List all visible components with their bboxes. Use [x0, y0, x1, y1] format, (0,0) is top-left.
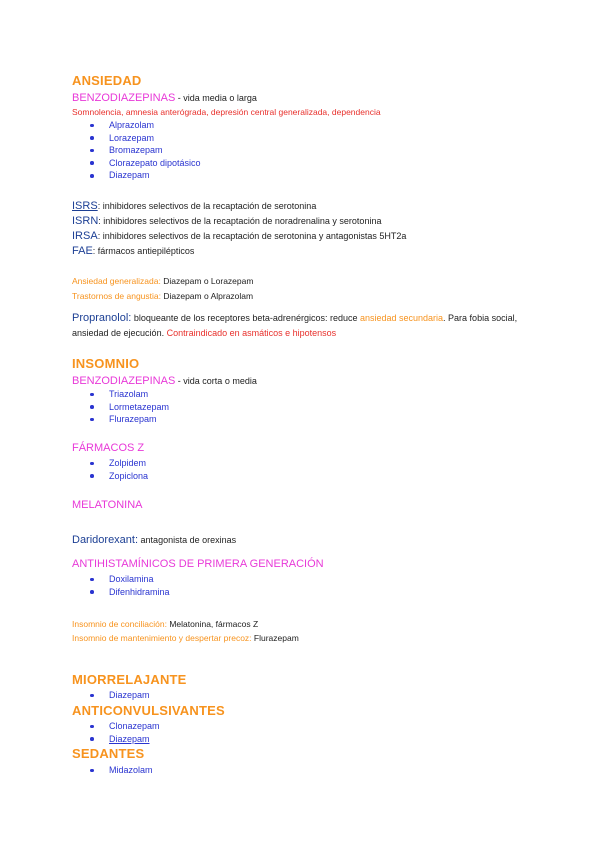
side-effects-text: Somnolencia, amnesia anterógrada, depresión central generalizada, dependencia	[72, 107, 381, 117]
indication-value: Flurazepam	[251, 633, 299, 643]
indication-label: Ansiedad generalizada:	[72, 276, 161, 286]
ansiedad-benzo-list	[72, 119, 201, 182]
abbr-desc: : fármacos antiepilépticos	[92, 246, 195, 256]
list-item: Zopiclona	[72, 470, 148, 483]
benzo-heading-ansiedad	[72, 92, 257, 104]
abbr-fae: FAE	[72, 245, 93, 257]
indication-trastornos-angustia	[72, 286, 253, 304]
abbr-isrn: ISRN	[72, 215, 99, 227]
list-item: Zolpidem	[72, 457, 148, 470]
propranolol-desc: bloqueante de los receptores beta-adrenérgicos: reduce	[131, 313, 360, 323]
miorrelajante-list	[72, 689, 150, 702]
sedantes-list	[72, 764, 153, 777]
propranolol-contraindication: Contraindicado en asmáticos e hipotensos	[166, 328, 337, 338]
propranolol-highlight: ansiedad secundaria	[359, 313, 444, 323]
propranolol-name: Propranolol:	[72, 312, 132, 324]
indication-value: Diazepam o Lorazepam	[160, 276, 254, 286]
indication-value: Diazepam o Alprazolam	[160, 291, 254, 301]
list-item: Lorazepam	[72, 132, 201, 145]
propranolol-desc-2: . Para fobia social, ansiedad de ejecución.	[72, 313, 518, 338]
benzo-heading-insomnio	[72, 375, 257, 387]
abbr-isrs[interactable]: ISRS	[72, 200, 98, 212]
list-item: Difenhidramina	[72, 586, 170, 599]
antihistaminicos-list	[72, 573, 170, 598]
abbr-line-fae	[72, 241, 194, 259]
list-item: Alprazolam	[72, 119, 201, 132]
list-item: Lormetazepam	[72, 401, 169, 414]
farmacos-z-list	[72, 457, 148, 482]
section-title-ansiedad: ANSIEDAD	[72, 73, 142, 88]
indication-label: Insomnio de mantenimiento y despertar precoz:	[72, 633, 252, 643]
propranolol-paragraph	[72, 311, 532, 341]
list-item: Clonazepam	[72, 720, 160, 733]
benzo-label: BENZODIAZEPINAS	[72, 375, 176, 387]
indication-value: Melatonina, fármacos Z	[166, 619, 259, 629]
list-item: Diazepam	[72, 689, 150, 702]
list-item: Clorazepato dipotásico	[72, 157, 201, 170]
list-item: Bromazepam	[72, 144, 201, 157]
section-title-miorrelajante: MIORRELAJANTE	[72, 672, 187, 687]
benzo-label: BENZODIAZEPINAS	[72, 92, 176, 104]
list-item: Triazolam	[72, 388, 169, 401]
benzo-note: - vida media o larga	[175, 93, 257, 103]
abbr-desc: : inhibidores selectivos de la recaptación de serotonina y antagonistas 5HT2a	[97, 231, 407, 241]
list-item: Midazolam	[72, 764, 153, 777]
list-item: Diazepam	[72, 169, 201, 182]
abbr-desc: : inhibidores selectivos de la recaptación de serotonina	[97, 201, 317, 211]
abbr-irsa: IRSA	[72, 230, 98, 242]
anticonvulsivantes-list	[72, 720, 160, 745]
melatonina-heading: MELATONINA	[72, 499, 143, 511]
list-item-link[interactable]: Diazepam	[72, 733, 160, 746]
farmacos-z-heading: FÁRMACOS Z	[72, 442, 145, 454]
daridorexant-name: Daridorexant:	[72, 534, 139, 546]
section-title-insomnio: INSOMNIO	[72, 356, 140, 371]
list-item: Flurazepam	[72, 413, 169, 426]
indication-label: Trastornos de angustia:	[72, 291, 161, 301]
list-item: Doxilamina	[72, 573, 170, 586]
antihistaminicos-heading: ANTIHISTAMÍNICOS DE PRIMERA GENERACIÓN	[72, 558, 324, 570]
insomnio-benzo-list	[72, 388, 169, 426]
indication-insomnio-mantenimiento	[72, 628, 299, 646]
section-title-anticonvulsivantes: ANTICONVULSIVANTES	[72, 703, 225, 718]
daridorexant-desc: antagonista de orexinas	[138, 535, 237, 545]
abbr-desc: : inhibidores selectivos de la recaptación de noradrenalina y serotonina	[98, 216, 382, 226]
benzo-note: - vida corta o media	[175, 376, 257, 386]
daridorexant-line	[72, 530, 236, 548]
indication-label: Insomnio de conciliación:	[72, 619, 167, 629]
section-title-sedantes: SEDANTES	[72, 746, 145, 761]
